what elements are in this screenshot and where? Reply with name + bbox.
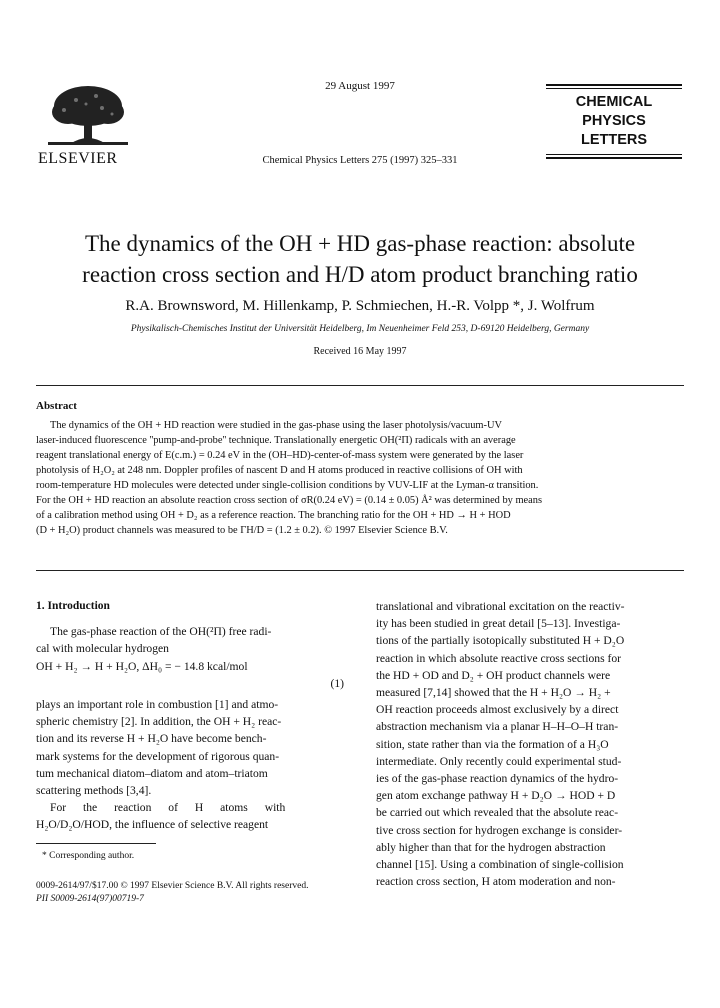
equation [36,658,344,675]
body-line: The gas-phase reaction of the OH(²Π) free radi- [50,625,272,639]
body-line: tum mechanical diatom–diatom and atom–triatom [36,766,268,780]
body-line: the HD + OD and D₂ + OH product channels were [376,668,611,682]
journal-name-line: CHEMICAL [575,94,653,110]
body-line: ies of the gas-phase reaction dynamics of the hydro- [376,772,619,786]
copyright-notice [36,880,308,906]
abstract-line: of a calibration method using OH + D₂ as a reference reaction. The branching ratio for the OH + HD → H + HOD [36,510,511,521]
body-line: be carried out which revealed that the absolute reac- [376,806,619,820]
body-line: translational and vibrational excitation on the reactiv- [376,600,625,613]
journal-masthead [546,84,682,159]
body-line: reaction in which absolute reactive cross sections for [376,651,621,665]
body-line: scattering methods [3,4]. [36,784,152,798]
elsevier-tree-logo [40,82,136,152]
footnote: * Corresponding author. [42,851,135,861]
abstract-line: room-temperature HD molecules were detected under single-collision conditions by VUV-LIF at the Lyman-α transition. [36,480,539,491]
body-line: sition, state rather than via the formation of a H₃O [376,737,609,751]
title-line: reaction cross section and H/D atom product branching ratio [82,262,638,287]
abstract-line: For the OH + HD reaction an absolute reaction cross section of σR(0.24 eV) = (0.14 ± 0.05) Å² was determined by means [36,495,543,506]
abstract-line: photolysis of H₂O₂ at 248 nm. Doppler profiles of nascent D and H atoms produced in reactive collisions of OH with [36,465,523,476]
body-line: measured [7,14] showed that the H + H₂O → H₂ + [376,686,611,700]
journal-name-line: LETTERS [580,132,648,148]
intro-left-column [36,598,344,834]
body-line: For the reaction of H atoms with [50,801,286,815]
title-line: The dynamics of the OH + HD gas-phase reaction: absolute [84,231,636,256]
section-heading: 1. Introduction [36,600,110,612]
footnote-rule [36,843,156,844]
publication-date: 29 August 1997 [325,80,395,92]
copyright-line: 0009-2614/97/$17.00 © 1997 Elsevier Science B.V. All rights reserved. [36,881,309,891]
body-line: channel [15]. Using a combination of single-collision [376,858,624,872]
abstract-line: The dynamics of the OH + HD reaction were studied in the gas-phase using the laser photolysis/vacuum-UV [50,420,502,431]
body-line: cal with molecular hydrogen [36,642,169,656]
publisher-name: ELSEVIER [38,150,118,167]
body-line: OH reaction proceeds almost exclusively by a direct [376,703,619,717]
body-line: gen atom exchange pathway H + D₂O → HOD + D [376,789,616,803]
body-line: ably higher than that for the hydrogen abstraction [376,840,606,854]
author-list: R.A. Brownsword, M. Hillenkamp, P. Schmiechen, H.-R. Volpp *, J. Wolfrum [125,298,595,314]
body-line: abstraction mechanism via a planar H–H–O–H tran- [376,720,619,734]
abstract-line: laser-induced fluorescence ''pump-and-probe'' technique. Translationally energetic OH(²Π) radicals with an average [36,435,516,446]
body-line: ity has been studied in great detail [5–13]. Investiga- [376,617,621,631]
affiliation: Physikalisch-Chemisches Institut der Universität Heidelberg, Im Neuenheimer Feld 253, D-69120 Heidelberg, Germany [130,324,590,334]
intro-right-column [376,598,684,890]
journal-name-line: PHYSICS [582,113,646,129]
body-line: tions of the partially isotopically substituted H + D₂O [376,634,625,648]
body-line: mark systems for the development of rigorous quan- [36,749,280,763]
body-line: spheric chemistry [2]. In addition, the OH + H₂ reac- [36,715,282,729]
abstract-text [36,418,684,538]
body-line: plays an important role in combustion [1] and atmo- [36,698,279,712]
equation-text: OH + H₂ → H + H₂O, ΔH₀ = − 14.8 kcal/mol [36,659,248,673]
received-date: Received 16 May 1997 [313,346,407,357]
abstract-line: (D + H₂O) product channels was measured to be ΓH/D = (1.2 ± 0.2). © 1997 Elsevier Science B.V. [36,525,448,536]
pii-line: PII S0009-2614(97)00719-7 [36,894,144,904]
body-line: tive cross section for hydrogen exchange is consider- [376,823,623,837]
abstract-heading: Abstract [36,400,77,412]
divider [36,385,684,386]
journal-citation: Chemical Physics Letters 275 (1997) 325–331 [262,155,458,166]
body-line: tion and its reverse H + H₂O have become bench- [36,732,267,746]
body-line: reaction cross section, H atom moderation and non- [376,875,616,889]
divider [36,570,684,571]
article-title [60,228,660,290]
body-line: intermediate. Only recently could experimental stud- [376,754,622,768]
abstract-line: reagent translational energy of E(c.m.) = 0.24 eV in the (OH–HD)-center-of-mass system were generated by the laser [36,450,524,461]
body-line: H₂O/D₂O/HOD, the influence of selective reagent [36,818,269,832]
equation-number: (1) [330,676,344,690]
